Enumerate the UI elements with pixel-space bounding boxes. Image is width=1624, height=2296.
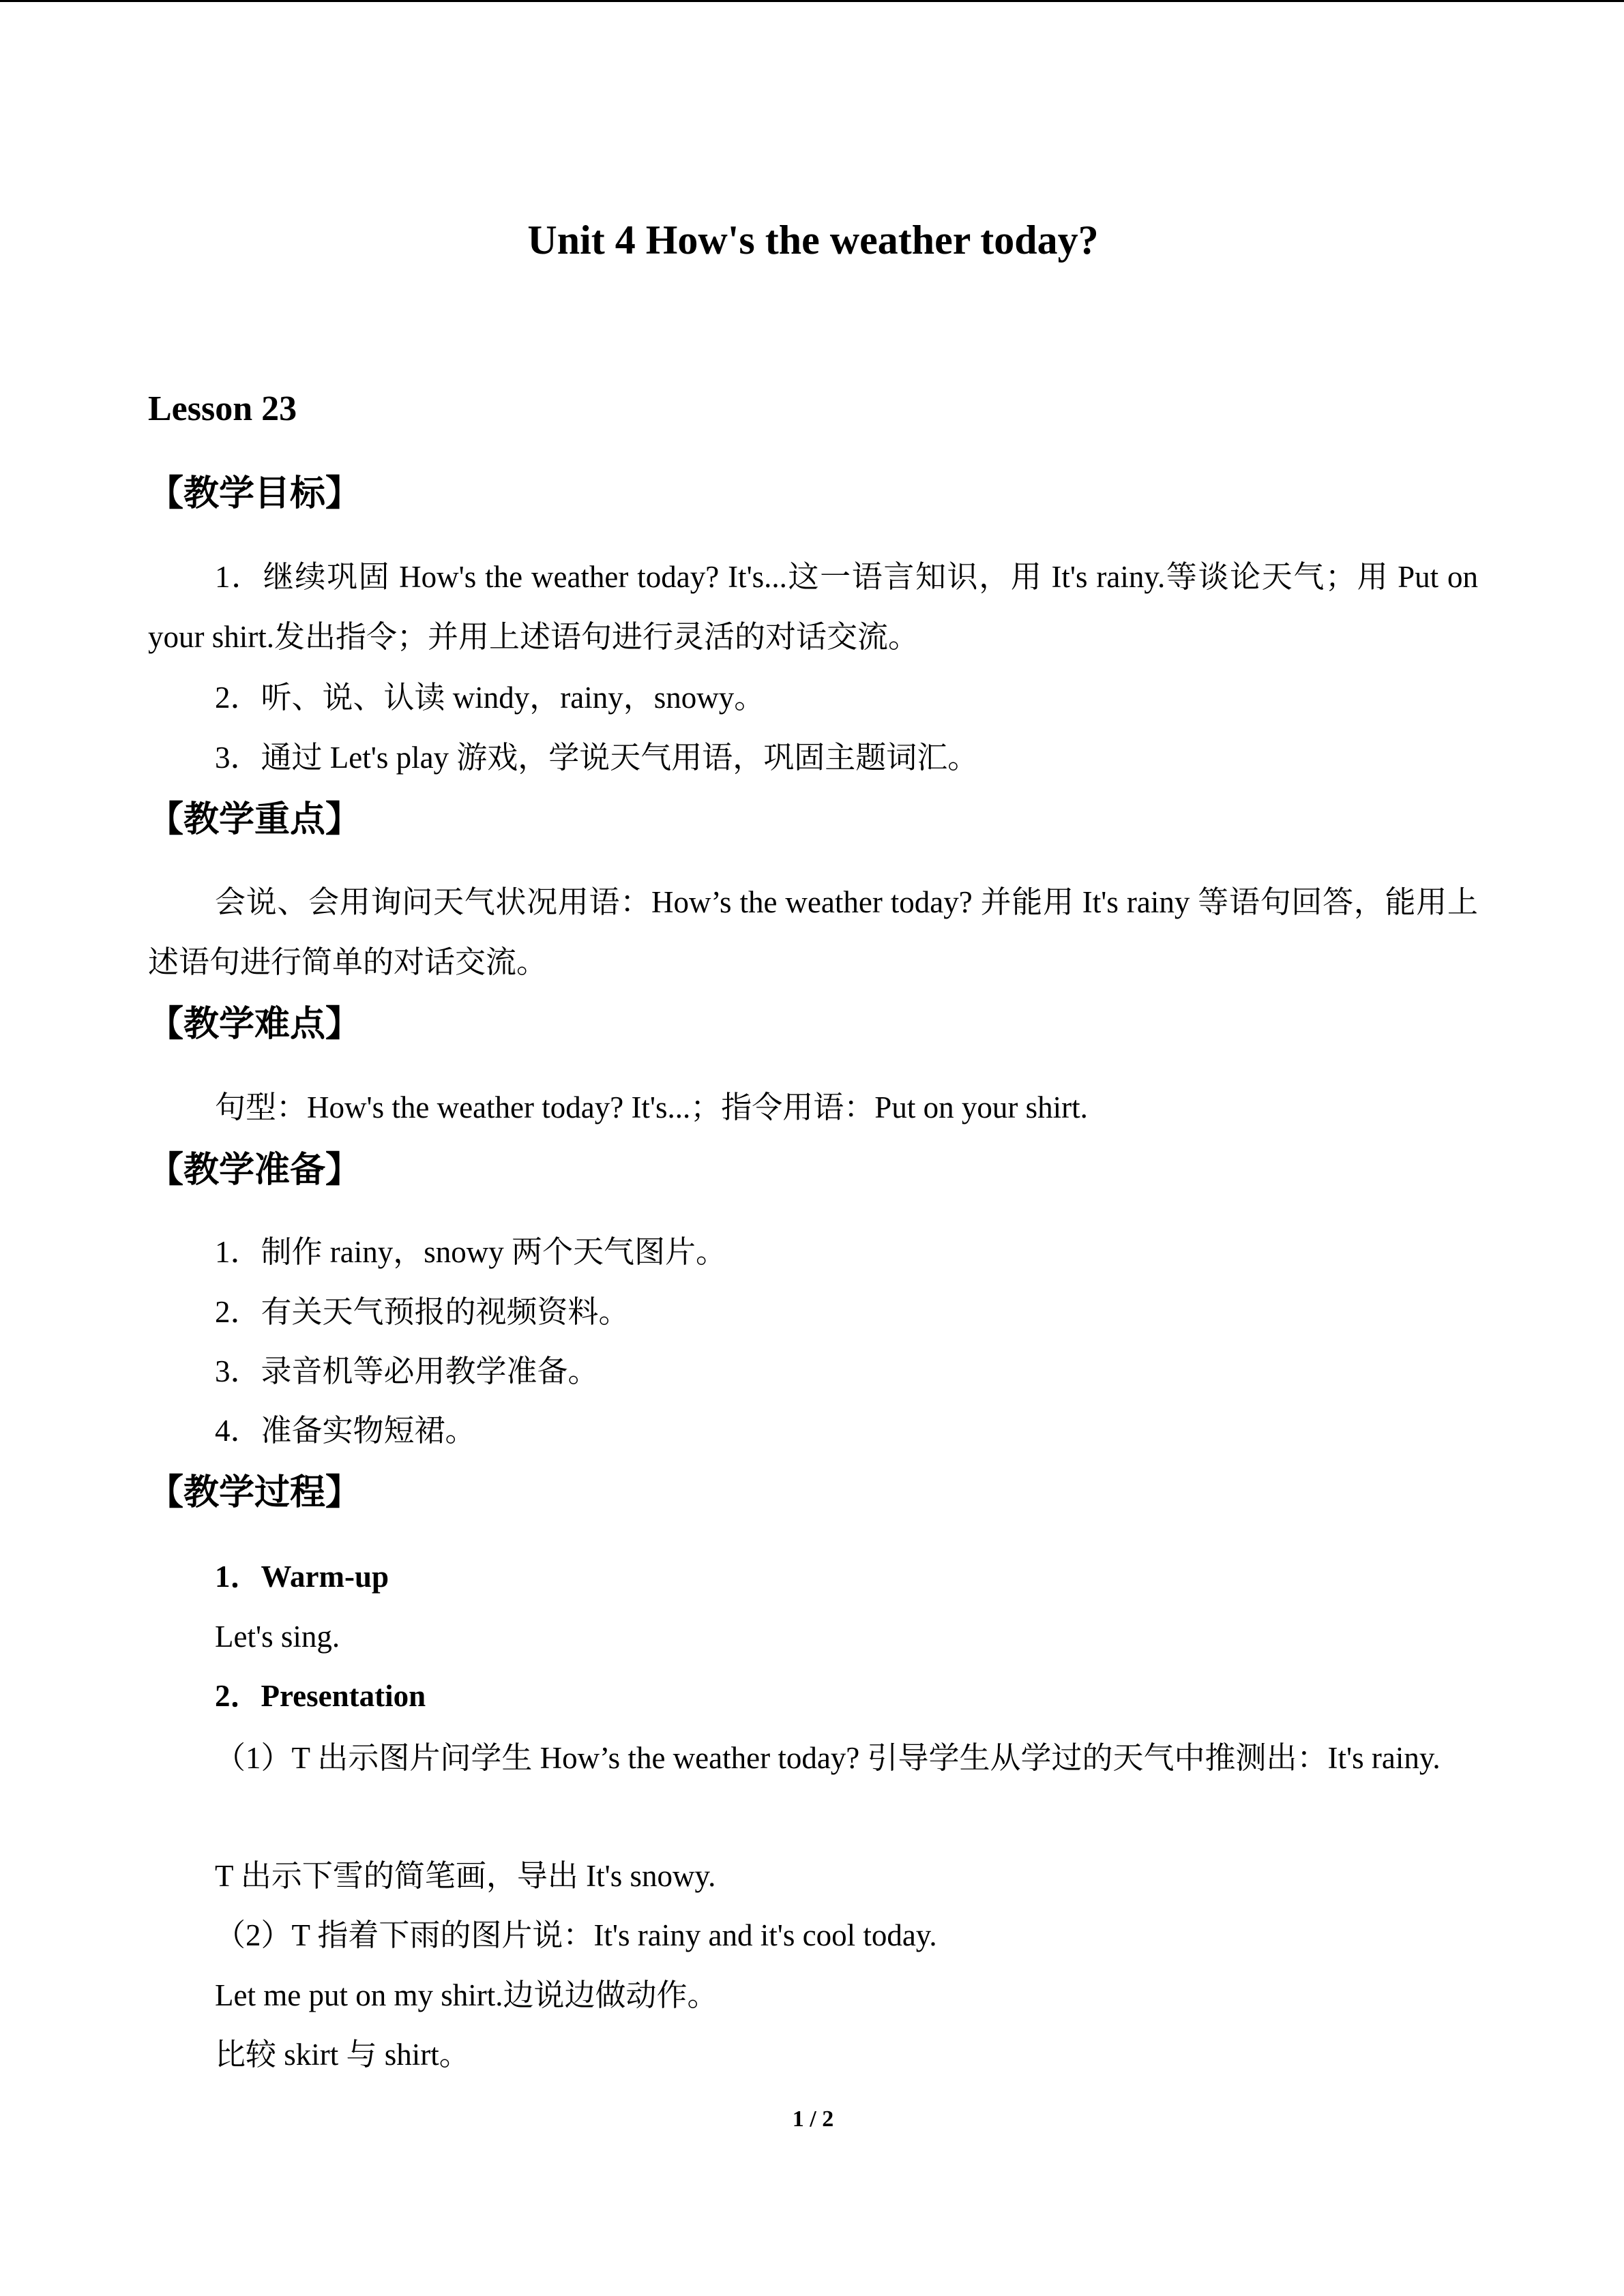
objective-item-2: 2．听、说、认读 windy，rainy，snowy。 [215, 681, 765, 715]
objective-item-1: 1．继续巩固 How's the weather today? It's...这一语言知识，用 It's rainy.等谈论天气；用 Put on your shirt.发出指令；并用上述语句进行灵活的对话交流。 [148, 560, 1478, 654]
presentation-paragraph-5: 比较 skirt 与 shirt。 [215, 2038, 470, 2072]
preparation-item-1: 1．制作 rainy，snowy 两个天气图片。 [215, 1235, 726, 1269]
preparation-item-4: 4．准备实物短裙。 [215, 1414, 476, 1448]
difficulties-text: 句型：How's the weather today? It's...；指令用语：Put on your shirt. [215, 1090, 1088, 1124]
step-presentation-title: 2．Presentation [215, 1679, 426, 1713]
difficulties-heading: 【教学难点】 [148, 1004, 361, 1045]
lesson-heading: Lesson 23 [148, 389, 297, 428]
preparation-item-2: 2．有关天气预报的视频资料。 [215, 1295, 630, 1329]
objective-item-3: 3．通过 Let's play 游戏，学说天气用语，巩固主题词汇。 [215, 741, 979, 775]
document-title: Unit 4 How's the weather today? [527, 218, 1099, 263]
preparation-heading: 【教学准备】 [148, 1150, 361, 1191]
objectives-heading: 【教学目标】 [148, 473, 361, 514]
presentation-paragraph-1: （1）T 出示图片问学生 How’s the weather today? 引导学生从学过的天气中推测出：It's rainy. [215, 1741, 1441, 1775]
key-points-heading: 【教学重点】 [148, 799, 361, 840]
presentation-paragraph-2: T 出示下雪的简笔画，导出 It's snowy. [215, 1859, 716, 1893]
key-points-text: 会说、会用询问天气状况用语：How’s the weather today? 并能用 It's rainy 等语句回答，能用上述语句进行简单的对话交流。 [148, 885, 1478, 979]
page-top-border [0, 0, 1624, 2]
step-warmup-text: Let's sing. [215, 1620, 340, 1654]
preparation-item-3: 3．录音机等必用教学准备。 [215, 1354, 599, 1388]
process-heading: 【教学过程】 [148, 1472, 361, 1513]
presentation-paragraph-4: Let me put on my shirt.边说边做动作。 [215, 1978, 718, 2012]
presentation-paragraph-3: （2）T 指着下雨的图片说：It's rainy and it's cool today. [215, 1918, 937, 1952]
page-number: 1 / 2 [792, 2106, 834, 2132]
step-warmup-title: 1．Warm-up [215, 1560, 389, 1594]
